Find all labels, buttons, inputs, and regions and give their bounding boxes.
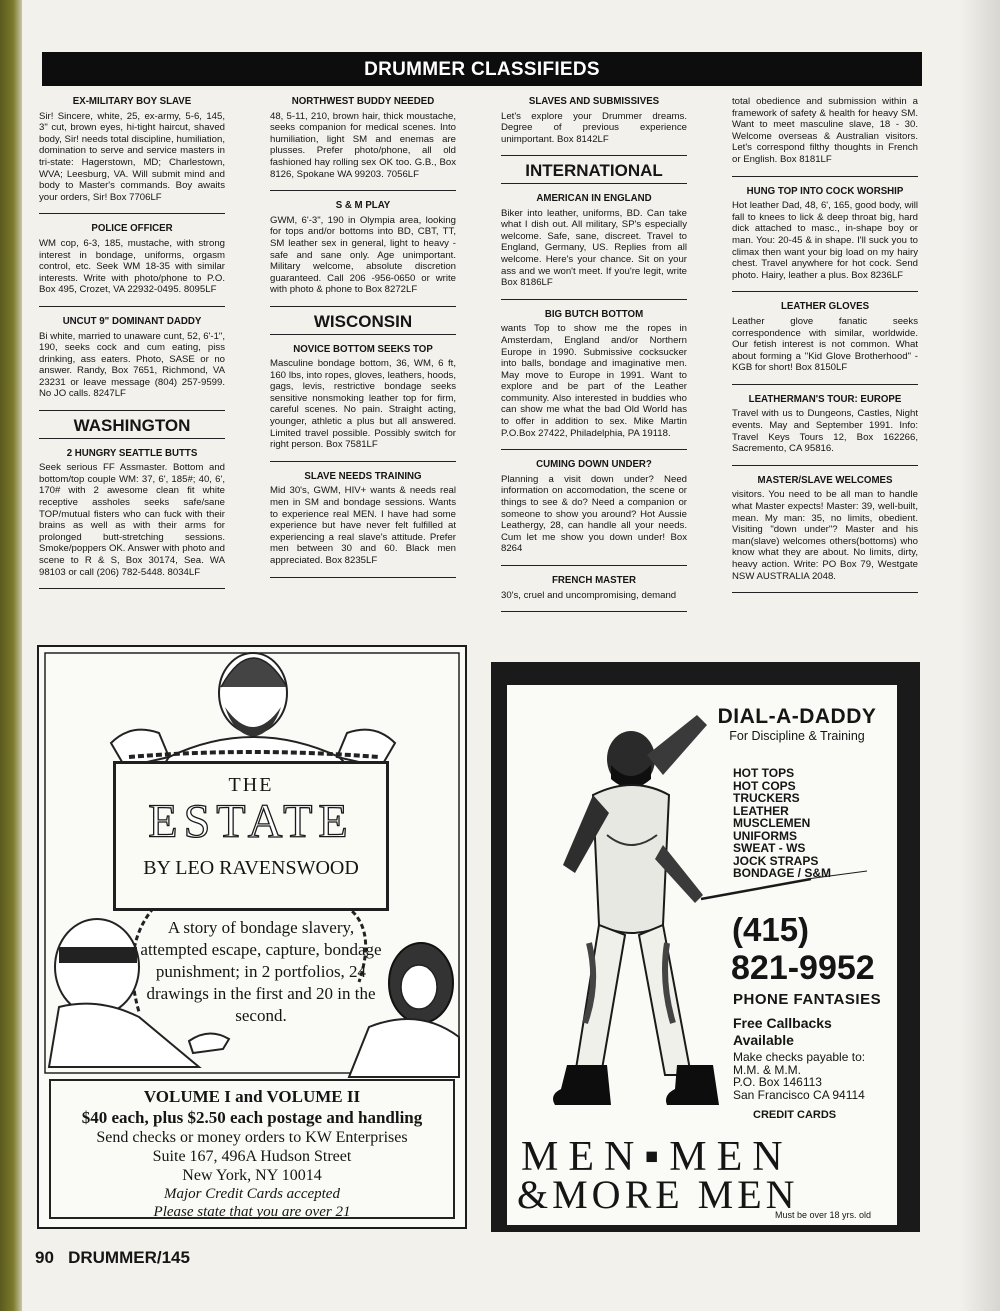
ad-body: Leather glove fanatic seeks correspondence with similar, worldwide. Our fetish interest is not common. What about forming a "Kid Glove Brotherhood" - KGB for short! Box 8150LF: [732, 315, 918, 374]
estate-advertisement: [37, 645, 467, 1229]
magazine-issue: DRUMMER/145: [68, 1248, 190, 1267]
list-item: HOT TOPS: [733, 766, 795, 780]
divider: [501, 183, 687, 184]
estate-description: A story of bondage slavery, attempted escape, capture, bondage punishment; in 2 portfolios, 24 drawings in the first and 20 in the second.: [140, 918, 382, 1025]
estate-byline: BY LEO RAVENSWOOD: [143, 857, 359, 879]
state-heading: WASHINGTON: [73, 416, 191, 436]
free-callbacks: Free Callbacks: [733, 1015, 832, 1031]
age-notice: Must be over 18 yrs. old: [775, 1210, 872, 1220]
ad-body: WM cop, 6-3, 185, mustache, with strong interest in bondage, uniforms, orgasm control, etc. Seek WM 18-35 with similar interests. Write with photo/phone to P.O. Box 495, Crozet, VA 22932-0495. 8095LF: [39, 237, 225, 296]
estate-price: $40 each, plus $2.50 each postage and handling: [81, 1108, 423, 1127]
address-line: Make checks payable to:: [733, 1050, 866, 1064]
divider: [39, 588, 225, 589]
classified-ad: [270, 200, 456, 296]
classified-ad: [270, 96, 456, 180]
binding-edge: [0, 0, 22, 1311]
ad-title: NORTHWEST BUDDY NEEDED: [291, 96, 435, 107]
ad-title: LEATHERMAN'S TOUR: EUROPE: [748, 393, 902, 405]
ad-body: total obedience and submission within a framework of safety & health for heavy SM. Want to meet masculine slave, 18 - 30. Welcome overseas & Australian visitors. Let's correspond filthy thoughts in French or English. Box 8181LF: [732, 96, 918, 165]
list-item: SWEAT - WS: [733, 841, 806, 855]
payment-address: [733, 1051, 865, 1101]
estate-order-box: [49, 1079, 455, 1219]
ad-body: Planning a visit down under? Need information on accomodation, the scene or things to see & do? Need a companion or someone to show you around? Hot Aussie Leathergy, 28, can handle all your needs. Cum let me show you down under! Box 8264: [501, 473, 687, 555]
dial-a-daddy-list: [733, 767, 831, 880]
ad-body: 30's, cruel and uncompromising, demand: [501, 589, 677, 601]
ad-title: LEATHER GLOVES: [780, 301, 870, 313]
divider: [501, 299, 687, 300]
ad-body: Bi white, married to unaware cunt, 52, 6'-1", 190, seeks cock and cum eating, piss drinking, ass eaters. Photo, SASE or no answer. Randy, Box 7651, Richmond, VA 23231 or leave message (804) 257-9599. No JO calls. 8247LF: [39, 330, 225, 400]
men-men-headline: MEN▪MEN: [521, 1134, 793, 1180]
estate-address-line2: New York, NY 10014: [182, 1167, 322, 1184]
ad-body: Let's explore your Drummer dreams. Degree of previous experience unimportant. Box 8142LF: [501, 110, 687, 145]
ad-title: POLICE OFFICER: [91, 223, 173, 235]
ad-title: FRENCH MASTER: [552, 575, 636, 586]
divider: [501, 565, 687, 566]
credit-cards-note: CREDIT CARDS: [753, 1109, 837, 1121]
classified-ad: [39, 316, 225, 400]
dial-a-daddy-subtitle: For Discipline & Training: [729, 729, 865, 743]
classified-ad: [39, 223, 225, 296]
estate-address-line1: Suite 167, 496A Hudson Street: [152, 1148, 352, 1165]
address-line: P.O. Box 146113: [733, 1075, 822, 1089]
estate-the: THE: [228, 774, 274, 796]
classified-column-2: [270, 96, 456, 587]
classified-column-3: [501, 96, 687, 621]
page-number: 90: [35, 1248, 54, 1267]
list-item: HOT COPS: [733, 778, 796, 793]
ad-body: 48, 5-11, 210, brown hair, thick moustache, seeks companion for medical scenes. Into humiliation, light SM and enemas are plusses. Prefer photo/phone, all old fashioned hay rolling sex OK too. G.B., Box 8126, Spokane WA 99203. 7056LF: [270, 110, 456, 180]
divider: [39, 213, 225, 214]
ad-body: Biker into leather, uniforms, BD. Can take what I dish out. All military, SP's especially welcome. Safe, sane, discreet. Travel to England, Germany, US. Replies from all welcome. Here's your chance. Sit on your ass and we won't meet. If you're legit, write Box 8186LF: [501, 207, 687, 289]
estate-age-notice: Please state that you are over 21: [153, 1204, 351, 1220]
classified-ad: [270, 471, 456, 567]
classified-ad: [501, 193, 687, 289]
estate-volumes: VOLUME I and VOLUME II: [143, 1087, 361, 1106]
ad-title: 2 HUNGRY SEATTLE BUTTS: [66, 447, 198, 459]
dial-a-daddy-title: DIAL-A-DADDY: [717, 705, 877, 728]
ad-title: SLAVES AND SUBMISSIVES: [528, 96, 660, 107]
ad-title: MASTER/SLAVE WELCOMES: [757, 474, 893, 486]
classified-column-1: [39, 96, 225, 598]
divider: [501, 449, 687, 450]
page-folio: [35, 1248, 190, 1268]
ad-title: NOVICE BOTTOM SEEKS TOP: [293, 343, 433, 355]
divider: [732, 291, 918, 292]
list-item: JOCK STRAPS: [733, 853, 819, 868]
state-heading: WISCONSIN: [313, 311, 413, 331]
classified-ad: [501, 96, 687, 145]
divider: [39, 438, 225, 439]
ad-title: AMERICAN IN ENGLAND: [536, 192, 652, 204]
classified-ad: [732, 301, 918, 374]
classified-ad: [39, 448, 225, 579]
estate-title-sign: [113, 761, 389, 911]
classified-ad: [732, 475, 918, 582]
ad-title: CUMING DOWN UNDER?: [536, 459, 652, 471]
list-item: TRUCKERS: [733, 791, 800, 805]
ad-body: visitors. You need to be all man to handle what Master expects! Master: 39, well-built, mean. My man: 35, no limits, obedient. Visiting "down under"? Master and his man(slave) welcomes others(bottoms) who know what they are about. No limits, dirty, heavy action. Write: PO Box 79, Westgate NSW AUSTRALIA 2048.: [732, 489, 918, 582]
divider: [39, 306, 225, 307]
classified-ad: [270, 344, 456, 451]
phone-area-code: (415): [732, 911, 810, 948]
dial-a-daddy-advertisement: [507, 685, 897, 1225]
ad-body: GWM, 6'-3", 190 in Olympia area, looking for tops and/or bottoms into BD, CBT, TT, SM leather sex in general, light to heavy - safe and sane only. Age unimportant. Military welcome, absolute discretion guaranteed. Call 206 -956-0650 or write with photo & phone to Box 8272LF: [270, 214, 456, 296]
address-line: M.M. & M.M.: [733, 1062, 801, 1077]
ad-body: Hot leather Dad, 48, 6', 165, good body, will fall to knees to lick & deep throat big, hard dick attached to masc., in-shape boy or man. You: 20-45 & in shape. I'll suck you to climax then want your big load on my hairy chest. Travel anywhere for hot cock. Send photo. Hairy, leather a plus. Box 8236LF: [732, 200, 918, 281]
classified-ad: [501, 459, 687, 555]
state-heading: INTERNATIONAL: [525, 161, 663, 181]
divider: [501, 611, 687, 612]
classified-column-4: [732, 96, 918, 602]
divider: [501, 155, 687, 156]
page-edge-shadow: [960, 0, 1000, 1311]
ad-body: Travel with us to Dungeons, Castles, Night events. May and September 1991. Info: Travel Keys Tours 12, Box 162266, Sacremento, CA 95816.: [732, 408, 918, 455]
estate-cards: Major Credit Cards accepted: [164, 1186, 340, 1202]
address-line: San Francisco CA 94114: [733, 1087, 865, 1102]
classified-ad: [39, 96, 225, 203]
ad-title: BIG BUTCH BOTTOM: [544, 308, 644, 320]
divider: [39, 410, 225, 411]
estate-send: Send checks or money orders to KW Enterprises: [96, 1129, 408, 1146]
divider: [732, 592, 918, 593]
classified-ad: [732, 394, 918, 455]
phone-fantasies: PHONE FANTASIES: [733, 991, 882, 1008]
classified-ad: [501, 575, 687, 601]
list-item: UNIFORMS: [733, 828, 797, 843]
divider: [732, 176, 918, 177]
divider: [732, 465, 918, 466]
list-item: BONDAGE / S&M: [733, 866, 832, 880]
divider: [270, 306, 456, 307]
ad-body: Masculine bondage bottom, 36, WM, 6 ft, 160 lbs, into ropes, gloves, leathers, hoods, gags, levis, restrictive bondage seeks sensitive nonsmoking leather top for firm, careful scenes. No pain. Straight acting, younger, athletic a plus but all answered. Limited travel possible. Possibly switch for right person. Box 7581LF: [270, 358, 456, 451]
ad-body: wants Top to show me the ropes in Amsterdam, England and/or Northern Europe in 1990. Submissive cocksucker into balls, bondage and imaginative men. May move to Europe in 1991. Want to explore and be part of the Leather community. Also interested in buddies who can show me what the bad Old World has to offer in addition to sex. Mike Martin P.O.Box 27422, Philadelphia, PA 19118.: [501, 323, 687, 439]
free-callbacks-available: Available: [733, 1032, 794, 1048]
divider: [270, 334, 456, 335]
ad-title: S & M PLAY: [335, 200, 391, 212]
classified-ad: [732, 96, 918, 166]
ad-title: EX-MILITARY BOY SLAVE: [72, 96, 192, 107]
ad-title: UNCUT 9" DOMINANT DADDY: [62, 315, 202, 327]
ad-title: HUNG TOP INTO COCK WORSHIP: [746, 185, 904, 197]
phone-number: 821-9952: [731, 949, 875, 987]
classified-ad: [501, 309, 687, 440]
divider: [270, 577, 456, 578]
divider: [270, 461, 456, 462]
ad-body: Seek serious FF Assmaster. Bottom and bottom/top couple WM: 37, 6', 185#; 40, 6', 170# with 2 awesome clean fit white receptive assholes seeks safe/sane TOP/mutual fisters who can fuck with their brains as well as with their arms for prolonged butt-stretching sessions. Smoke/poppers OK. Answer with photo and scene to R & S, Box 30174, Sea. WA 98103 or call (206) 782-5448. 8034LF: [39, 462, 225, 578]
estate-title: ESTATE: [148, 795, 354, 848]
more-men-headline: &MORE MEN: [517, 1172, 799, 1217]
list-item: MUSCLEMEN: [733, 816, 811, 830]
classified-ad: [732, 186, 918, 282]
ad-title: SLAVE NEEDS TRAINING: [304, 470, 422, 482]
list-item: LEATHER: [733, 803, 789, 818]
divider: [270, 190, 456, 191]
section-banner: DRUMMER CLASSIFIEDS: [42, 52, 922, 86]
divider: [732, 384, 918, 385]
ad-body: Mid 30's, GWM, HIV+ wants & needs real men in SM and bondage sessions. Wants to experience real MEN. I have had some experience but have never felt fulfilled at experiencing a real slave's attitude. Prefer men between 30 and 60. Black men appreciated. Box 8235LF: [270, 485, 456, 566]
ad-body: Sir! Sincere, white, 25, ex-army, 5-6, 145, 3" cut, brown eyes, hi-tight haircut, shaved body, Sir! needs total discipline, humiliation, domination to serve and service masters in tri-state: Hagerstown, MD; Charlestown, WVA; Leesburg, VA. Will submit mind and body to Master's commands. Boy awaits your orders, Sir! Box 7706LF: [39, 110, 225, 203]
